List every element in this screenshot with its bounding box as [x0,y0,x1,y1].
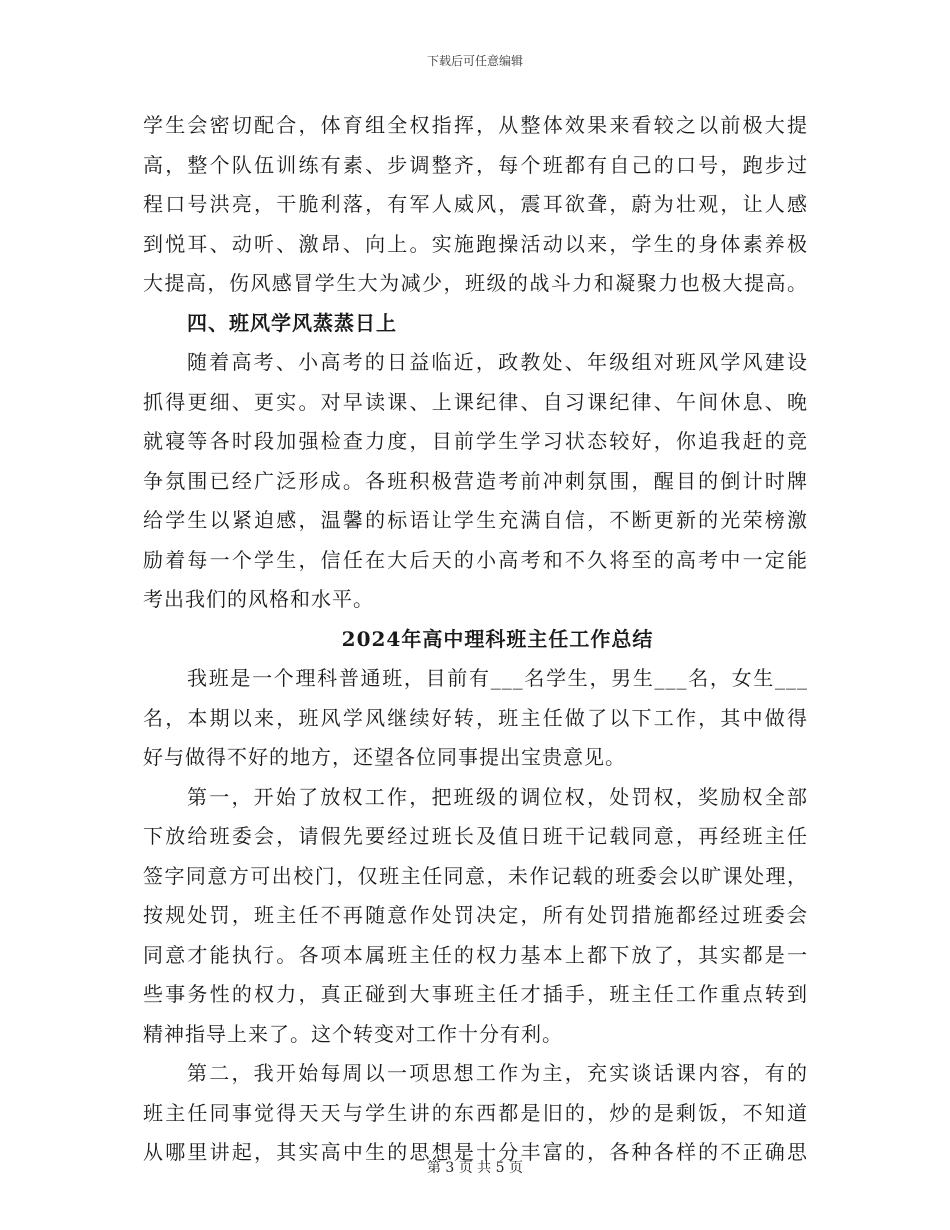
text-line: 大提高，伤风感冒学生大为减少，班级的战斗力和凝聚力也极大提高。 [143,271,808,295]
text-line: 第二，我开始每周以一项思想工作为主，充实谈话课内容，有的 [187,1061,808,1085]
text-line: 下放给班委会，请假先要经过班长及值日班干记载同意，再经班主任 [143,824,808,848]
text-line: 学生会密切配合，体育组全权指挥，从整体效果来看较之以前极大提 [143,113,808,137]
text-line: 考出我们的风格和水平。 [143,587,374,611]
text-line: 争氛围已经广泛形成。各班积极营造考前冲刺氛围，醒目的倒计时牌 [143,468,808,493]
text-line: 班主任同事觉得天天与学生讲的东西都是旧的，炒的是剩饭，不知道 [143,1100,808,1125]
text-line: 到悦耳、动听、激昂、向上。实施跑操活动以来，学生的身体素养极 [143,231,808,256]
text-line: 第一，开始了放权工作，把班级的调位权，处罚权，奖励权全部 [187,784,808,809]
page-number: 第 3 页 共 5 页 [426,1160,524,1176]
download-note: 下载后可任意编辑 [426,54,523,68]
text-line: 从哪里讲起，其实高中生的思想是十分丰富的，各种各样的不正确思 [143,1140,808,1164]
text-line: 抓得更细、更实。对早读课、上课纪律、自习课纪律、午间休息、晚 [143,389,808,414]
text-line: 程口号洪亮，干脆利落，有军人威风，震耳欲聋，蔚为壮观，让人感 [143,192,808,216]
text-line: 高，整个队伍训练有素、步调整齐，每个班都有自己的口号，跑步过 [143,152,808,177]
text-line: 励着每一个学生，信任在大后天的小高考和不久将至的高考中一定能 [143,547,808,572]
text-line: 些事务性的权力，真正碰到大事班主任才插手，班主任工作重点转到 [143,982,808,1006]
text-line: 好与做得不好的地方，还望各位同事提出宝贵意见。 [143,745,626,769]
text-line: 随着高考、小高考的日益临近，政教处、年级组对班风学风建设 [187,350,808,374]
text-line: 签字同意方可出校门，仅班主任同意，未作记载的班委会以旷课处理， [143,863,808,888]
text-line: 名，本期以来，班风学风继续好转，班主任做了以下工作，其中做得 [143,705,808,730]
text-line: 就寝等各时段加强检查力度，目前学生学习状态较好，你追我赶的竞 [143,429,808,453]
document-body [143,106,808,1173]
section-heading: 四、班风学风蒸蒸日上 [187,310,397,335]
document-title: 2024年高中理科班主任工作总结 [341,626,654,651]
text-line: 给学生以紧迫感，温馨的标语让学生充满自信，不断更新的光荣榜激 [143,508,808,532]
text-line: 我班是一个理科普通班，目前有___名学生，男生___名，女生___ [187,666,808,690]
text-line: 精神指导上来了。这个转变对工作十分有利。 [143,1021,563,1046]
text-line: 按规处罚，班主任不再随意作处罚决定，所有处罚措施都经过班委会 [143,903,808,927]
text-line: 同意才能执行。各项本属班主任的权力基本上都下放了，其实都是一 [143,942,808,967]
